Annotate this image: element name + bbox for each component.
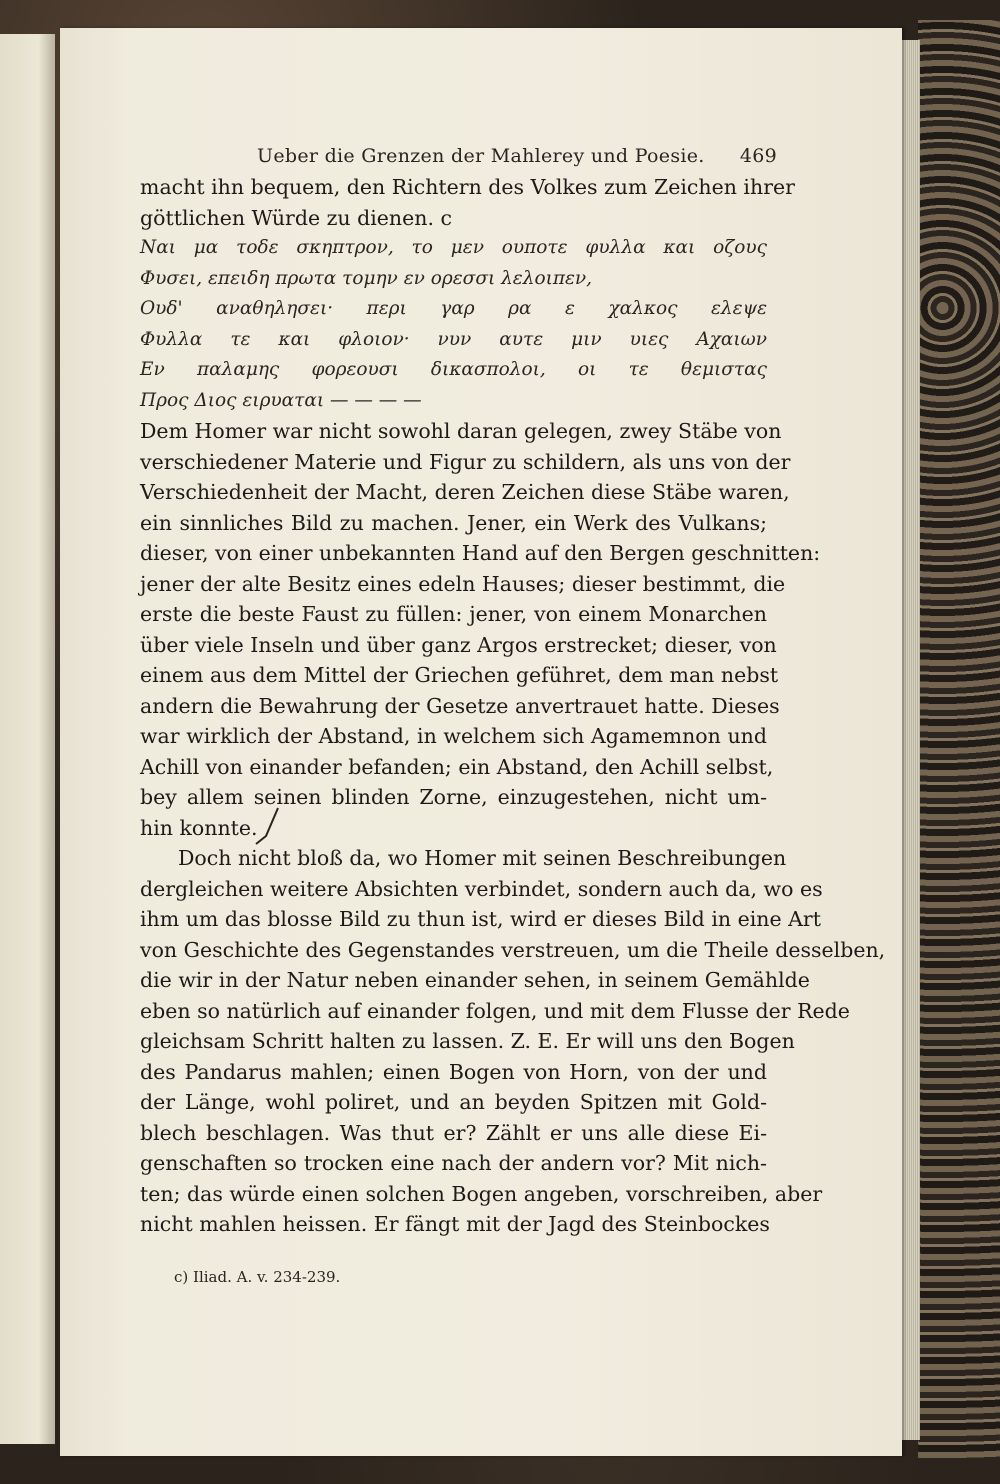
running-title: Ueber die Grenzen der Mahlerey und Poesie.: [257, 145, 705, 167]
text-line: Dem Homer war nicht sowohl daran gelegen, zwey Stäbe von: [140, 419, 782, 443]
text-line: des Pandarus mahlen; einen Bogen von Horn, von der und: [140, 1059, 767, 1084]
greek-verse-line: Προς Διος ειρυαται — — — —: [140, 389, 422, 411]
text-line: genschaften so trocken eine nach der andern vor? Mit nich-: [140, 1151, 767, 1175]
text-line: war wirklich der Abstand, in welchem sich Agamemnon und: [140, 724, 767, 748]
greek-verse-line: Εν παλαμης φορεουσι δικασπολοι, οι τε θεμιστας: [140, 359, 767, 380]
greek-verse-line: Φυλλα τε και φλοιον· νυν αυτε μιν υιες Αχαιων: [140, 328, 767, 350]
text-line: hin konnte.: [140, 815, 258, 840]
marbled-cover-edge: [918, 20, 1000, 1460]
text-line: verschiedener Materie und Figur zu schildern, als uns von der: [140, 449, 791, 474]
page-stack-edge: [902, 40, 920, 1440]
text-line: Achill von einander befanden; ein Abstand, den Achill selbst,: [140, 754, 774, 779]
text-line: die wir in der Natur neben einander sehen, in seinem Gemählde: [140, 968, 810, 992]
text-line: ihm um das blosse Bild zu thun ist, wird er dieses Bild in eine Art: [140, 907, 821, 931]
text-line: dergleichen weitere Absichten verbindet, sondern auch da, wo es: [140, 876, 823, 901]
text-line: dieser, von einer unbekannten Hand auf den Bergen geschnitten:: [140, 541, 821, 565]
footnote: c) Iliad. A. v. 234-239.: [174, 1268, 341, 1286]
text-line: nicht mahlen heissen. Er fängt mit der Jagd des Steinbockes: [140, 1212, 770, 1236]
page-number: 469: [739, 145, 777, 167]
text-line: macht ihn bequem, den Richtern des Volkes zum Zeichen ihrer: [140, 175, 795, 199]
text-line: ein sinnliches Bild zu machen. Jener, ein Werk des Vulkans;: [140, 510, 767, 535]
text-line: jener der alte Besitz eines edeln Hauses; dieser bestimmt, die: [140, 571, 786, 596]
text-line: einem aus dem Mittel der Griechen geführet, dem man nebst: [140, 663, 779, 687]
text-line: erste die beste Faust zu füllen: jener, von einem Monarchen: [140, 602, 767, 626]
text-line: bey allem seinen blinden Zorne, einzugestehen, nicht um-: [140, 785, 767, 809]
text-line: göttlichen Würde zu dienen. c: [140, 205, 452, 230]
greek-verse-line: Ουδ' αναθηλησει· περι γαρ ρα ε χαλκος ελεψε: [140, 298, 767, 319]
text-line: von Geschichte des Gegenstandes verstreuen, um die Theile desselben,: [140, 937, 886, 962]
text-line: ten; das würde einen solchen Bogen angeben, vorschreiben, aber: [140, 1181, 823, 1206]
facing-page-edge: [0, 34, 55, 1444]
text-line: Doch nicht bloß da, wo Homer mit seinen Beschreibungen: [178, 846, 787, 870]
text-line: Verschiedenheit der Macht, deren Zeichen diese Stäbe waren,: [140, 480, 790, 504]
greek-verse-line: Ναι μα τοδε σκηπτρον, το μεν ουποτε φυλλα και οζους: [140, 237, 767, 258]
text-line: andern die Bewahrung der Gesetze anvertrauet hatte. Dieses: [140, 693, 780, 718]
text-line: der Länge, wohl poliret, und an beyden Spitzen mit Gold-: [140, 1090, 767, 1114]
text-line: blech beschlagen. Was thut er? Zählt er uns alle diese Ei-: [140, 1120, 767, 1145]
handwritten-slash-mark: [252, 806, 282, 846]
greek-verse-line: Φυσει, επειδη πρωτα τομην εν ορεσσι λελοιπεν,: [140, 267, 593, 289]
running-header: [257, 145, 777, 171]
text-line: über viele Inseln und über ganz Argos erstrecket; dieser, von: [140, 632, 777, 657]
body-text: [140, 172, 886, 1240]
text-line: gleichsam Schritt halten zu lassen. Z. E. Er will uns den Bogen: [140, 1029, 795, 1053]
text-line: eben so natürlich auf einander folgen, und mit dem Flusse der Rede: [140, 998, 850, 1023]
